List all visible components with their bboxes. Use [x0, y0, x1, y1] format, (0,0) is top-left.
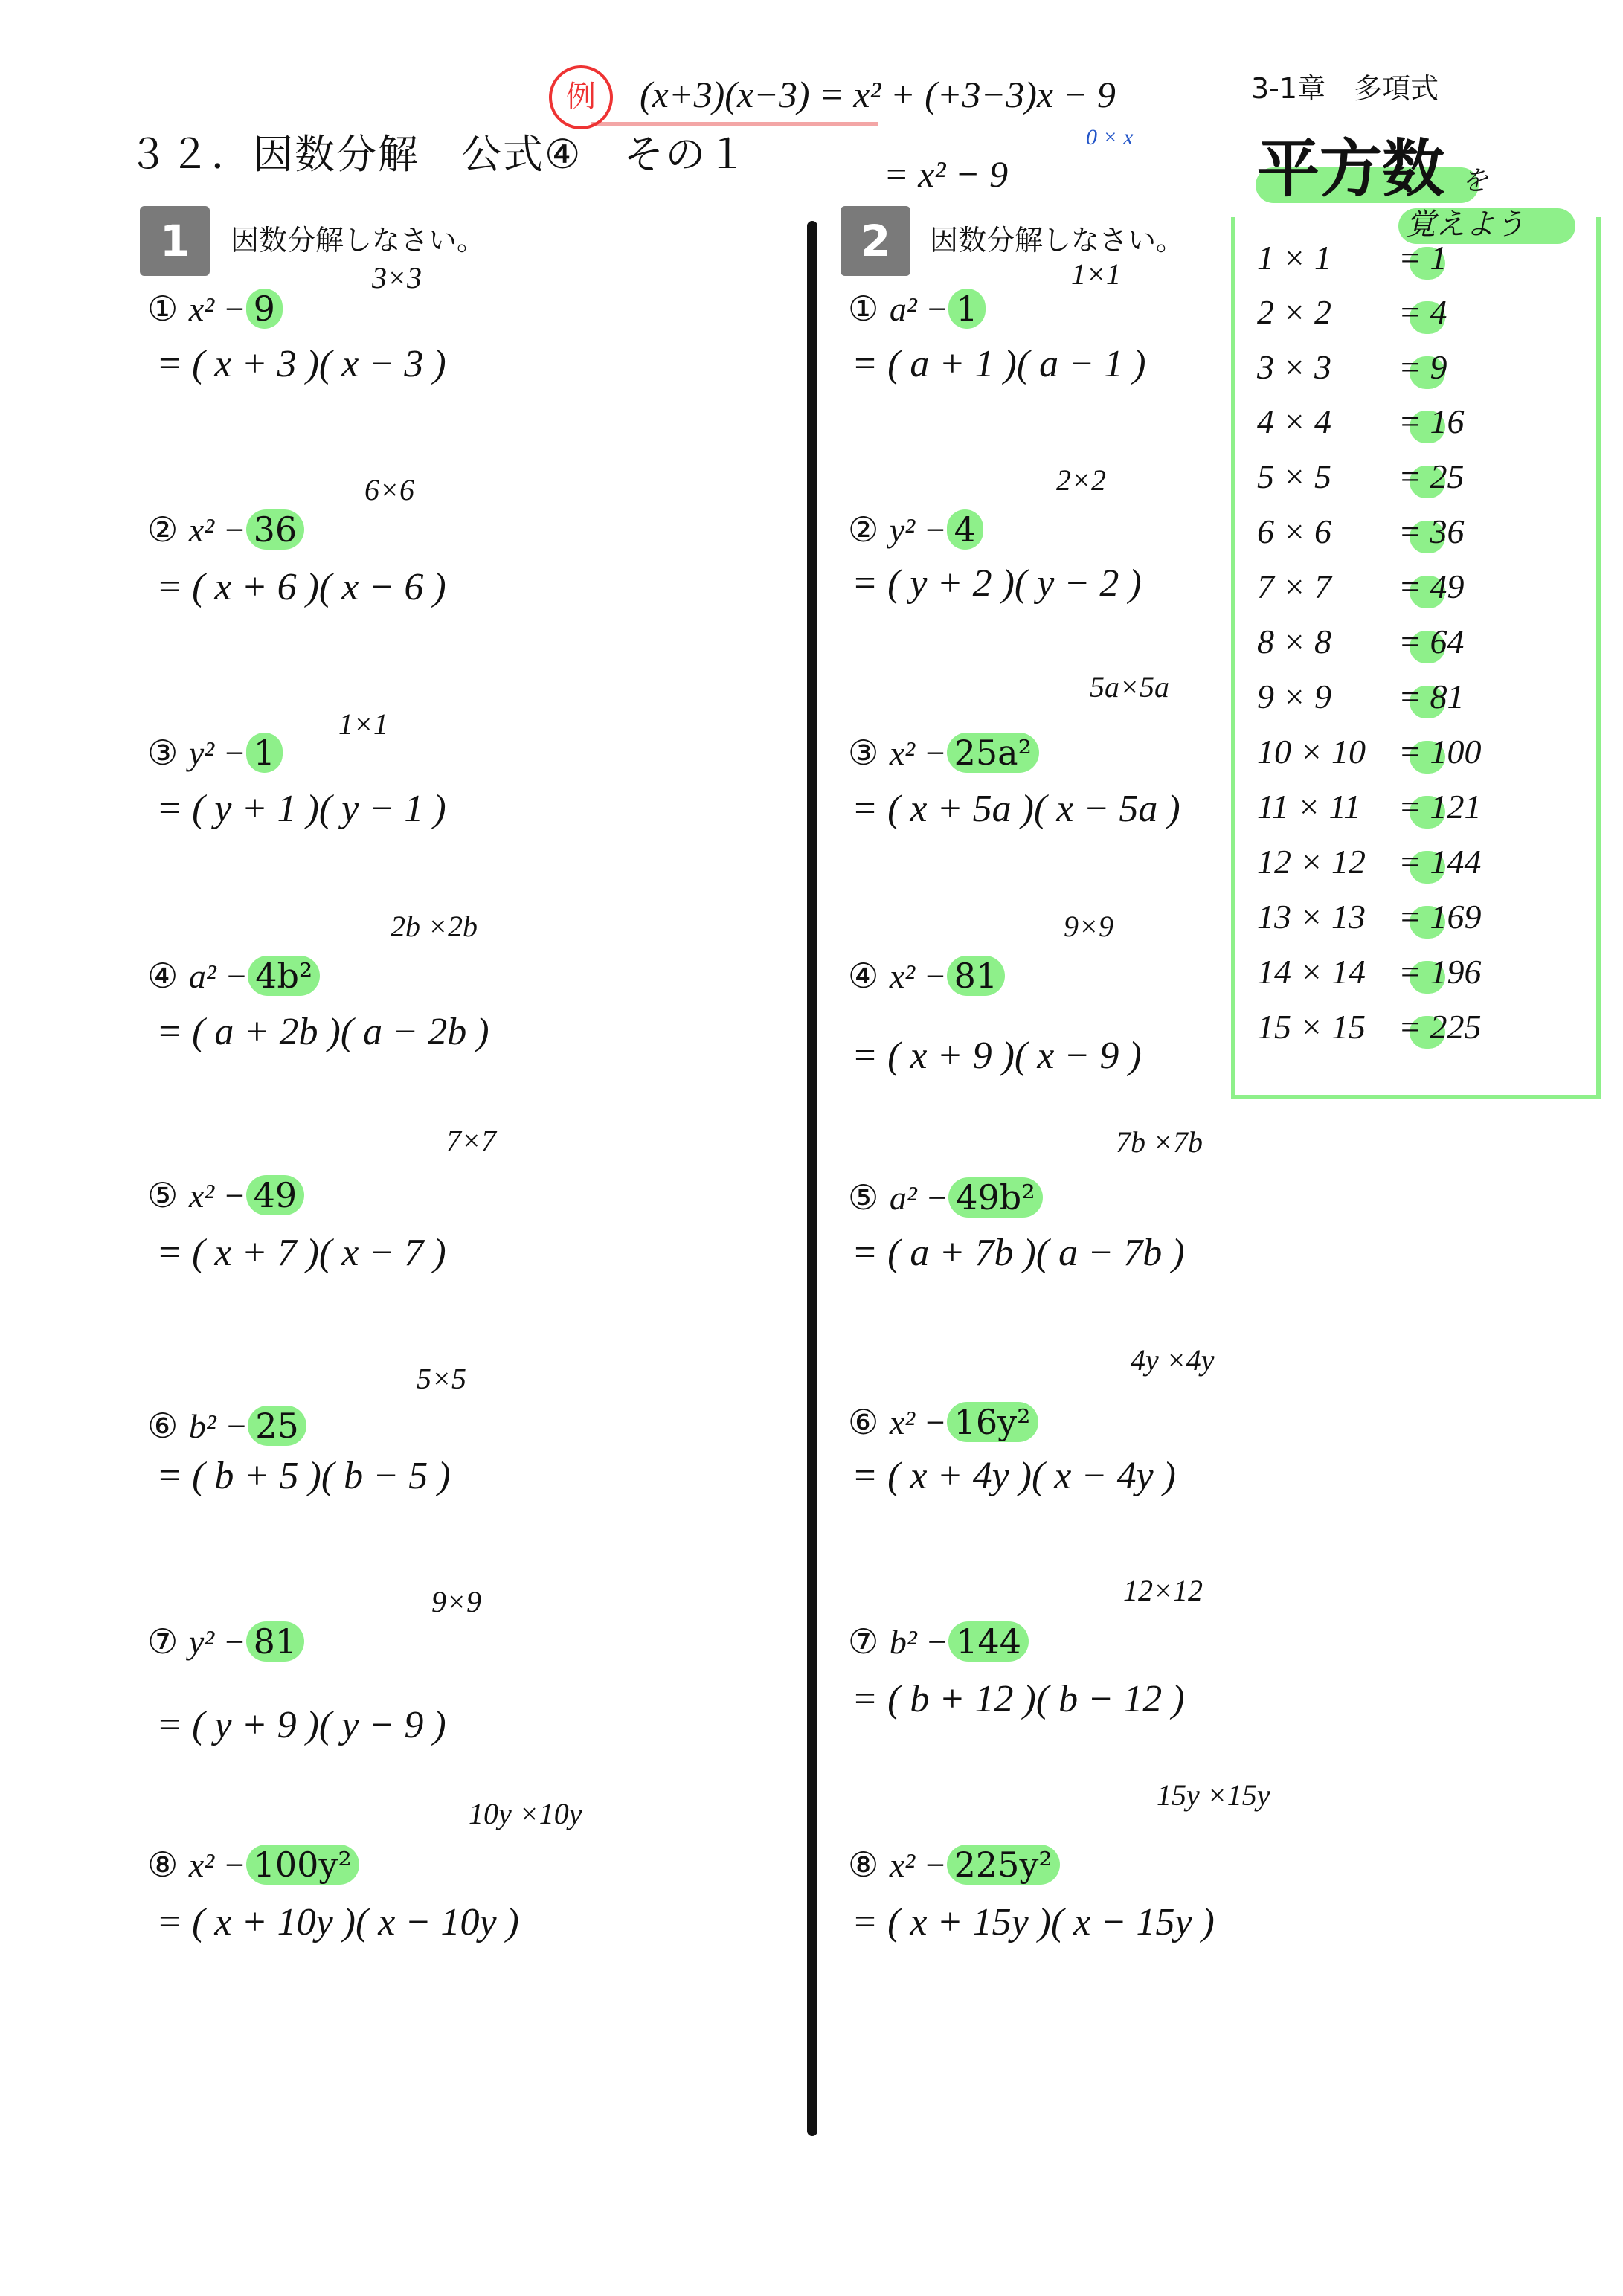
square-lhs: 6 × 6: [1257, 512, 1332, 550]
square-note: 9×9: [431, 1585, 481, 1618]
square-rhs: = 1: [1398, 239, 1447, 277]
problem-lead: x² −: [188, 1177, 246, 1215]
square-lhs: 12 × 12: [1257, 843, 1366, 881]
problem-lead: x² −: [889, 1403, 947, 1441]
section-1-number: 1: [140, 206, 210, 276]
problem-label: ⑤: [848, 1177, 879, 1218]
problem-label: ⑤: [147, 1175, 179, 1215]
problem-label: ③: [147, 733, 179, 773]
square-note: 1×1: [1071, 257, 1121, 291]
page-title: ３２．因数分解 公式④ その１: [128, 131, 749, 178]
highlighted-term: 4: [947, 509, 983, 550]
square-row: [1257, 292, 1584, 337]
answer: = ( x + 4y )( x − 4y ): [852, 1455, 1176, 1497]
square-lhs: 1 × 1: [1257, 239, 1332, 277]
section-2-instruction: 因数分解しなさい。: [930, 224, 1185, 257]
square-rhs: = 36: [1398, 512, 1465, 550]
answer: = ( x + 7 )( x − 7 ): [156, 1232, 446, 1274]
squares-title: 平方数: [1257, 132, 1445, 205]
problem-label: ①: [147, 289, 179, 329]
example-badge: 例: [549, 65, 613, 129]
square-lhs: 11 × 11: [1257, 788, 1361, 826]
square-note: 12×12: [1123, 1574, 1203, 1607]
problem-label: ⑧: [147, 1845, 179, 1885]
example-zero-note: 0 × x: [1086, 125, 1134, 149]
square-row: [1257, 622, 1584, 666]
problem-lead: b² −: [889, 1623, 949, 1661]
square-lhs: 13 × 13: [1257, 898, 1366, 936]
problem-lead: x² −: [889, 734, 947, 772]
problem-lead: b² −: [188, 1407, 248, 1445]
example-result: = x² − 9: [884, 153, 1009, 195]
highlighted-term: 100y²: [246, 1845, 359, 1885]
square-lhs: 8 × 8: [1257, 623, 1332, 660]
answer: = ( x + 5a )( x − 5a ): [852, 788, 1180, 830]
problem-label: ⑥: [147, 1406, 179, 1446]
section-2-number: 2: [841, 206, 910, 276]
problem-label: ④: [147, 956, 179, 996]
square-lhs: 2 × 2: [1257, 293, 1332, 331]
square-note: 7×7: [446, 1124, 496, 1157]
square-rhs: = 16: [1398, 402, 1465, 440]
highlighted-term: 49: [246, 1175, 305, 1215]
problem-lead: y² −: [188, 734, 246, 772]
problem-label: ③: [848, 733, 879, 773]
squares-subtitle: 覚えよう: [1406, 208, 1525, 241]
square-row: [1257, 842, 1584, 887]
square-note: 2b ×2b: [391, 910, 478, 943]
problem-label: ⑦: [848, 1621, 879, 1662]
square-note: 1×1: [338, 707, 388, 741]
square-lhs: 15 × 15: [1257, 1008, 1366, 1046]
square-note: 9×9: [1064, 910, 1113, 943]
square-lhs: 14 × 14: [1257, 953, 1366, 991]
square-rhs: = 4: [1398, 293, 1447, 331]
answer: = ( x + 15y )( x − 15y ): [852, 1901, 1215, 1943]
square-row: [1257, 402, 1584, 446]
section-1-instruction: 因数分解しなさい。: [231, 224, 486, 257]
square-row: [1257, 567, 1584, 611]
square-row: [1257, 512, 1584, 556]
square-note: 7b ×7b: [1116, 1125, 1203, 1159]
square-note: 2×2: [1056, 463, 1106, 497]
highlighted-term: 25: [248, 1406, 306, 1446]
answer: = ( a + 7b )( a − 7b ): [852, 1232, 1185, 1274]
square-lhs: 9 × 9: [1257, 678, 1332, 716]
highlighted-term: 36: [246, 509, 305, 550]
highlighted-term: 49b²: [948, 1177, 1042, 1218]
square-rhs: = 225: [1398, 1008, 1482, 1046]
square-row: [1257, 238, 1584, 283]
square-row: [1257, 787, 1584, 832]
squares-subtitle-particle: を: [1462, 166, 1489, 196]
square-rhs: = 196: [1398, 953, 1482, 991]
problem-lead: a² −: [188, 957, 248, 995]
square-rhs: = 121: [1398, 788, 1482, 826]
problem-label: ④: [848, 956, 879, 996]
highlighted-term: 25a²: [947, 733, 1039, 773]
highlighted-term: 1: [246, 733, 283, 773]
highlighted-term: 144: [948, 1621, 1029, 1662]
problem-lead: x² −: [188, 511, 246, 549]
problem-label: ⑥: [848, 1402, 879, 1442]
square-row: [1257, 1007, 1584, 1052]
problem-label: ①: [848, 289, 879, 329]
square-lhs: 7 × 7: [1257, 567, 1332, 605]
column-divider: [807, 221, 817, 2136]
square-row: [1257, 677, 1584, 721]
square-rhs: = 9: [1398, 348, 1447, 386]
highlighted-term: 16y²: [947, 1402, 1038, 1442]
square-rhs: = 100: [1398, 733, 1482, 771]
answer: = ( x + 9 )( x − 9 ): [852, 1035, 1142, 1077]
answer: = ( x + 6 )( x − 6 ): [156, 566, 446, 608]
square-note: 6×6: [364, 473, 414, 507]
problem-label: ②: [147, 509, 179, 550]
chapter-label: 3-1章 多項式: [1251, 72, 1439, 105]
highlighted-term: 9: [246, 289, 283, 329]
answer: = ( b + 12 )( b − 12 ): [852, 1678, 1185, 1720]
square-lhs: 4 × 4: [1257, 402, 1332, 440]
answer: = ( b + 5 )( b − 5 ): [156, 1455, 451, 1497]
answer: = ( y + 1 )( y − 1 ): [156, 788, 446, 830]
highlighted-term: 225y²: [947, 1845, 1060, 1885]
answer: = ( y + 2 )( y − 2 ): [852, 562, 1142, 605]
square-rhs: = 64: [1398, 623, 1465, 660]
square-row: [1257, 347, 1584, 392]
problem-lead: x² −: [889, 957, 947, 995]
square-note: 3×3: [372, 261, 422, 295]
square-rhs: = 49: [1398, 567, 1465, 605]
square-lhs: 5 × 5: [1257, 457, 1332, 495]
square-lhs: 3 × 3: [1257, 348, 1332, 386]
answer: = ( a + 2b )( a − 2b ): [156, 1011, 489, 1053]
square-note: 10y ×10y: [469, 1797, 582, 1830]
example-expansion: (x+3)(x−3) = x² + (+3−3)x − 9: [640, 74, 1116, 115]
highlighted-term: 81: [947, 956, 1006, 996]
answer: = ( x + 3 )( x − 3 ): [156, 343, 446, 385]
problem-label: ⑦: [147, 1621, 179, 1662]
square-note: 15y ×15y: [1157, 1778, 1270, 1812]
square-note: 5×5: [417, 1362, 466, 1395]
square-note: 4y ×4y: [1131, 1343, 1215, 1377]
answer: = ( y + 9 )( y − 9 ): [156, 1704, 446, 1746]
problem-label: ⑧: [848, 1845, 879, 1885]
answer: = ( a + 1 )( a − 1 ): [852, 343, 1146, 385]
problem-lead: x² −: [188, 1846, 246, 1884]
square-rhs: = 25: [1398, 457, 1465, 495]
square-row: [1257, 732, 1584, 776]
square-rhs: = 169: [1398, 898, 1482, 936]
answer: = ( x + 10y )( x − 10y ): [156, 1901, 519, 1943]
square-row: [1257, 457, 1584, 501]
problem-lead: a² −: [889, 290, 949, 328]
highlighted-term: 81: [246, 1621, 305, 1662]
problem-lead: x² −: [188, 290, 246, 328]
square-row: [1257, 952, 1584, 997]
square-lhs: 10 × 10: [1257, 733, 1366, 771]
problem-lead: y² −: [188, 1623, 246, 1661]
square-rhs: = 144: [1398, 843, 1482, 881]
example-connector-line: [591, 122, 878, 126]
highlighted-term: 1: [948, 289, 985, 329]
square-note: 5a×5a: [1090, 670, 1169, 704]
example-box-top: [0, 0, 641, 67]
square-rhs: = 81: [1398, 678, 1465, 716]
square-row: [1257, 897, 1584, 942]
problem-lead: y² −: [889, 511, 947, 549]
highlighted-term: 4b²: [248, 956, 320, 996]
problem-label: ②: [848, 509, 879, 550]
problem-lead: x² −: [889, 1846, 947, 1884]
problem-lead: a² −: [889, 1179, 949, 1217]
